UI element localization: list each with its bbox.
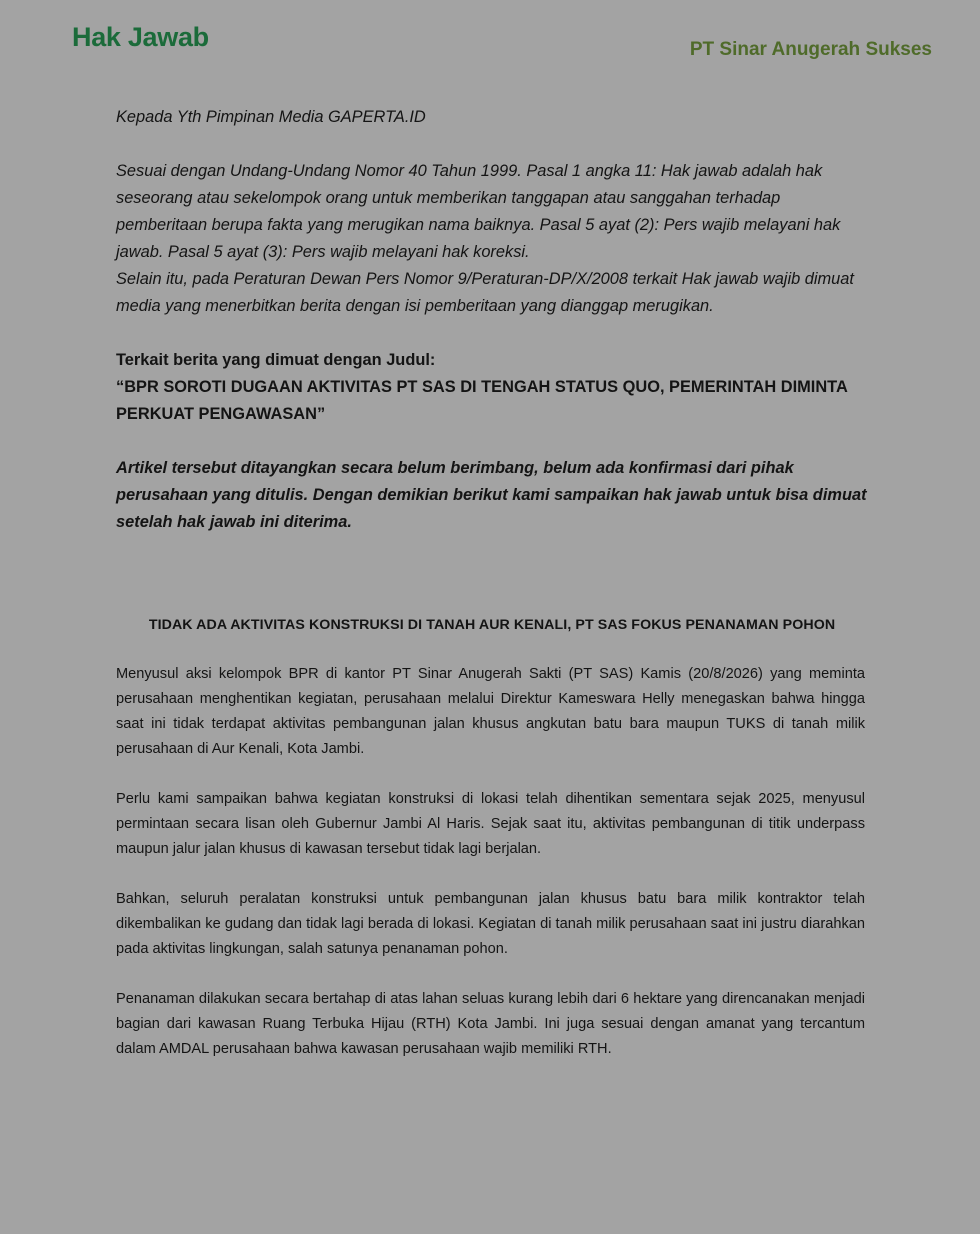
statement-paragraph: Artikel tersebut ditayangkan secara belum berimbang, belum ada konfirmasi dari pihak perusahaan yang ditulis. Dengan demikian berikut kami sampaikan hak jawab untuk bisa dimuat setelah hak jawab ini diterima. — [116, 459, 867, 531]
article-paragraph: Perlu kami sampaikan bahwa kegiatan konstruksi di lokasi telah dihentikan sementara sejak 2025, menyusul permintaan secara lisan oleh Gubernur Jambi Al Haris. Sejak saat itu, aktivitas pembangunan di titik underpass maupun jalur jalan khusus di kawasan tersebut tidak lagi berjalan. — [116, 791, 865, 857]
addressee: Kepada Yth Pimpinan Media GAPERTA.ID — [116, 108, 426, 126]
spacer — [116, 320, 868, 347]
company-name: PT Sinar Anugerah Sukses — [689, 39, 932, 60]
article-paragraph: Menyusul aksi kelompok BPR di kantor PT Sinar Anugerah Sakti (PT SAS) Kamis (20/8/2026) yang meminta perusahaan menghentikan kegiatan, perusahaan melalui Direktur Kameswara Helly menegaskan bahwa hingga saat ini tidak terdapat aktivitas pembangunan jalan khusus angkutan batu bara maupun TUKS di tanah milik perusahaan di Aur Kenali, Kota Jambi. — [116, 666, 865, 757]
document-title: Hak Jawab — [72, 22, 209, 52]
regulation-paragraph: Selain itu, pada Peraturan Dewan Pers Nomor 9/Peraturan-DP/X/2008 terkait Hak jawab wajib dimuat media yang menerbitkan berita dengan isi pemberitaan yang dianggap merugikan. — [116, 270, 854, 315]
article-paragraph: Penanaman dilakukan secara bertahap di atas lahan seluas kurang lebih dari 6 hektare yang direncanakan menjadi bagian dari kawasan Ruang Terbuka Hijau (RTH) Kota Jambi. Ini juga sesuai dengan amanat yang tercantum dalam AMDAL perusahaan bahwa kawasan perusahaan wajib memiliki RTH. — [116, 991, 865, 1057]
spacer — [116, 428, 868, 455]
letter-body — [116, 104, 868, 536]
article-body — [116, 662, 865, 1087]
related-news-label: Terkait berita yang dimuat dengan Judul: — [116, 351, 436, 369]
law-paragraph: Sesuai dengan Undang-Undang Nomor 40 Tahun 1999. Pasal 1 angka 11: Hak jawab adalah hak seseorang atau sekelompok orang untuk memberikan tanggapan atau sanggahan terhadap pemberitaan berupa fakta yang merugikan nama baiknya. Pasal 5 ayat (2): Pers wajib melayani hak jawab. Pasal 5 ayat (3): Pers wajib melayani hak koreksi. — [116, 162, 841, 261]
related-news-title: “BPR SOROTI DUGAAN AKTIVITAS PT SAS DI TENGAH STATUS QUO, PEMERINTAH DIMINTA PERKUAT PENGAWASAN” — [116, 378, 848, 423]
article-paragraph: Bahkan, seluruh peralatan konstruksi untuk pembangunan jalan khusus batu bara milik kontraktor telah dikembalikan ke gudang dan tidak lagi berada di lokasi. Kegiatan di tanah milik perusahaan saat ini justru diarahkan pada aktivitas lingkungan, salah satunya penanaman pohon. — [116, 891, 865, 957]
article-heading: TIDAK ADA AKTIVITAS KONSTRUKSI DI TANAH AUR KENALI, PT SAS FOKUS PENANAMAN POHON — [148, 617, 836, 633]
